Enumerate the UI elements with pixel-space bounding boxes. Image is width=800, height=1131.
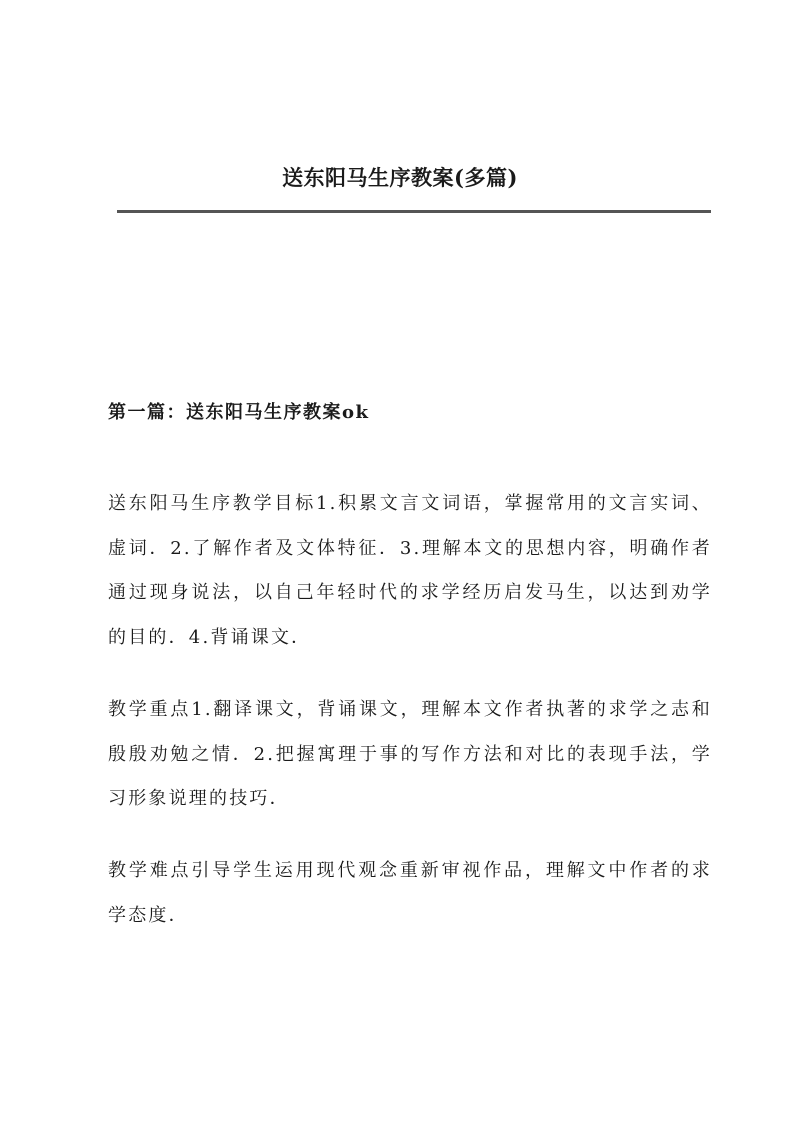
title-divider — [117, 210, 711, 213]
page-title: 送东阳马生序教案(多篇) — [282, 165, 518, 190]
section-heading: 第一篇：送东阳马生序教案ok — [108, 402, 370, 423]
paragraph-objectives: 送东阳马生序教学目标1.积累文言文词语，掌握常用的文言实词、虚词．2.了解作者及文体特征．3.理解本文的思想内容，明确作者通过现身说法，以自己年轻时代的求学经历启发马生，以达到劝学的目的．4.背诵课文． — [108, 493, 712, 648]
paragraph-key-points: 教学重点1.翻译课文，背诵课文，理解本文作者执著的求学之志和殷殷劝勉之情．2.把握寓理于事的写作方法和对比的表现手法，学习形象说理的技巧． — [108, 699, 712, 809]
paragraph-difficulties: 教学难点引导学生运用现代观念重新审视作品，理解文中作者的求学态度． — [108, 860, 712, 926]
